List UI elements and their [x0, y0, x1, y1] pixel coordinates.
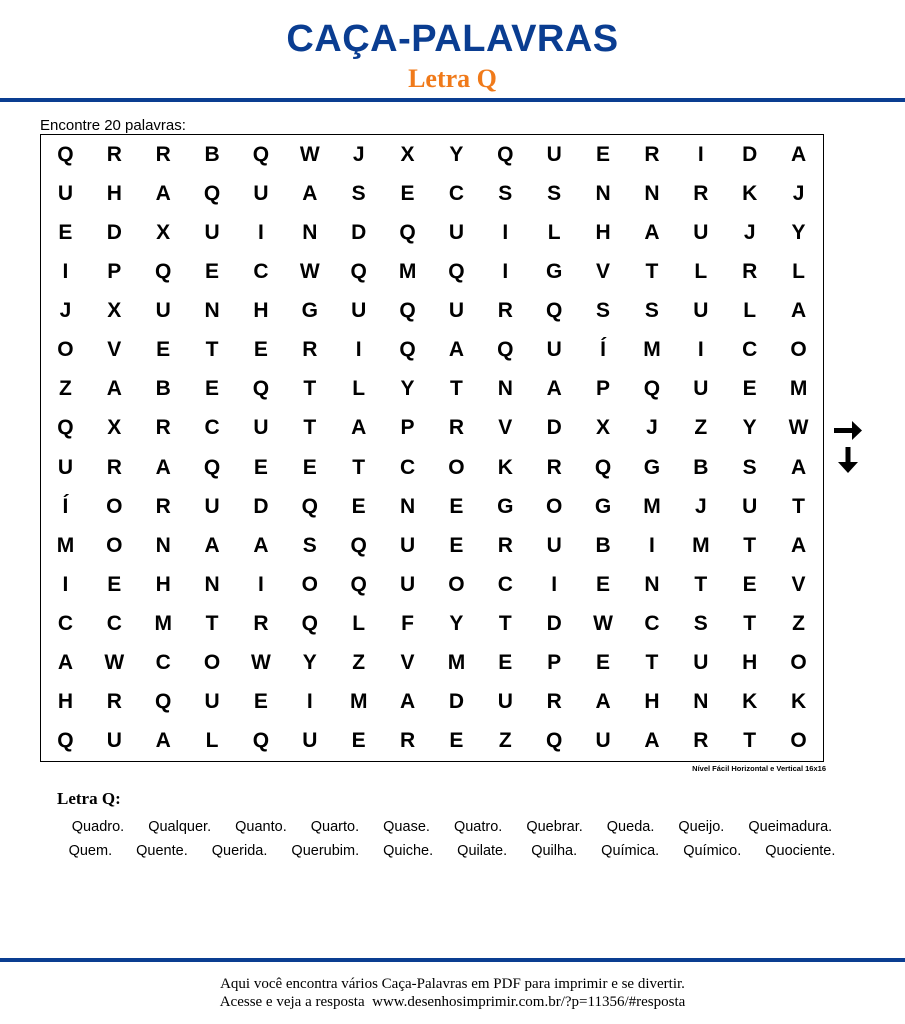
grid-cell: V	[596, 259, 611, 283]
grid-cell: T	[792, 494, 805, 518]
grid-cell: T	[450, 377, 463, 401]
grid-cell: T	[498, 612, 512, 636]
grid-cell: O	[203, 651, 221, 675]
grid-cell: Q	[252, 377, 270, 401]
grid-cell: E	[205, 259, 220, 283]
grid-cell: K	[742, 181, 758, 205]
grid-cell: I	[697, 142, 704, 166]
grid-cell: U	[106, 729, 122, 753]
grid-cell: G	[546, 259, 563, 283]
grid-cell: E	[253, 338, 268, 362]
grid-cell: A	[546, 377, 562, 401]
grid-cell: Q	[497, 338, 514, 362]
grid-cell: R	[546, 690, 562, 714]
grid-cell: I	[306, 690, 313, 714]
grid-cell: Q	[57, 142, 74, 166]
grid-cell: F	[401, 612, 414, 636]
grid-cell: Q	[203, 181, 221, 205]
grid-cell: Z	[694, 416, 708, 440]
grid-cell: X	[107, 416, 122, 440]
grid-cell: I	[62, 259, 69, 283]
grid-cell: I	[551, 572, 558, 596]
grid-cell: L	[352, 377, 366, 401]
grid-cell: S	[644, 299, 659, 323]
grid-cell: R	[106, 690, 122, 714]
grid-cell: G	[497, 494, 514, 518]
word-item: Querubim.	[291, 842, 360, 859]
grid-cell: Y	[791, 220, 806, 244]
grid-cell: C	[399, 455, 416, 479]
grid-cell: A	[155, 729, 171, 753]
grid-cell: Q	[252, 142, 270, 166]
word-item: Quebrar.	[526, 819, 583, 835]
grid-cell: Q	[57, 416, 74, 440]
word-item: Quilate.	[457, 842, 508, 859]
grid-cell: K	[790, 690, 807, 714]
grid-cell: T	[645, 259, 659, 283]
grid-cell: L	[205, 729, 219, 753]
grid-cell: D	[448, 690, 465, 714]
grid-cell: K	[742, 690, 758, 714]
grid-cell: T	[645, 651, 659, 675]
grid-cell: O	[57, 338, 74, 362]
word-item: Queijo.	[678, 819, 725, 835]
grid-cell: R	[497, 299, 513, 323]
grid-cell: U	[204, 220, 220, 244]
grid-cell: I	[649, 533, 655, 557]
grid-cell: R	[497, 533, 513, 557]
grid-cell: M	[789, 377, 808, 401]
grid-cell: R	[399, 729, 416, 753]
grid-cell: O	[546, 494, 563, 518]
grid-cell: H	[57, 690, 74, 714]
grid-cell: A	[106, 377, 122, 401]
grid-cell: U	[546, 142, 562, 166]
grid-cell: U	[448, 220, 465, 244]
grid-cell: D	[546, 416, 562, 440]
word-item: Química.	[601, 842, 660, 859]
grid-cell: O	[448, 572, 465, 596]
grid-cell: Q	[350, 533, 367, 557]
grid-cell: Q	[399, 299, 416, 323]
grid-cell: W	[299, 259, 320, 283]
grid-cell: E	[449, 729, 464, 753]
grid-cell: M	[643, 494, 661, 518]
grid-cell: R	[155, 142, 171, 166]
grid-cell: N	[693, 690, 709, 714]
grid-cell: O	[301, 572, 318, 596]
footer-line-1: Aqui você encontra vários Caça-Palavras em PDF para imprimir e se divertir.	[220, 976, 685, 992]
grid-cell: O	[106, 533, 123, 557]
grid-cell: T	[205, 338, 219, 362]
grid-cell: Y	[400, 377, 415, 401]
grid-cell: N	[595, 181, 611, 205]
grid-cell: H	[253, 299, 269, 323]
footer-line-2: Acesse e veja a resposta www.desenhosimprimir.com.br/?p=11356/#resposta	[219, 994, 686, 1010]
grid-cell: A	[790, 533, 807, 557]
grid-cell: D	[742, 142, 758, 166]
grid-cell: R	[155, 416, 171, 440]
word-item: Quem.	[68, 842, 113, 859]
grid-cell: J	[792, 181, 805, 205]
grid-cell: Y	[449, 142, 464, 166]
grid-cell: E	[58, 220, 73, 244]
grid-cell: S	[742, 455, 757, 479]
grid-cell: U	[155, 299, 171, 323]
grid-cell: R	[253, 612, 269, 636]
grid-cell: H	[644, 690, 660, 714]
grid-cell: E	[351, 494, 366, 518]
grid-cell: I	[697, 338, 704, 362]
grid-cell: L	[547, 220, 561, 244]
grid-cell: A	[790, 299, 807, 323]
grid-cell: U	[497, 690, 513, 714]
grid-cell: A	[790, 142, 807, 166]
grid-cell: I	[258, 572, 264, 596]
page-subtitle: Letra Q	[408, 64, 497, 93]
footer	[0, 975, 905, 1011]
grid-cell: U	[693, 299, 709, 323]
grid-cell: Í	[62, 494, 69, 518]
page-title: CAÇA-PALAVRAS	[286, 18, 619, 60]
grid-cell: T	[303, 377, 317, 401]
grid-cell: Q	[399, 220, 416, 244]
word-item: Quilha.	[531, 842, 578, 859]
grid-cell: Y	[742, 416, 757, 440]
grid-cell: N	[204, 299, 220, 323]
word-item: Queimadura.	[748, 819, 833, 835]
grid-cell: W	[593, 612, 613, 636]
word-search-grid	[40, 134, 824, 762]
grid-cell: S	[596, 299, 611, 323]
grid-cell: A	[351, 416, 367, 440]
grid-cell: X	[400, 142, 415, 166]
instructions: Encontre 20 palavras:	[40, 117, 186, 134]
grid-cell: Q	[448, 259, 465, 283]
grid-cell: K	[497, 455, 513, 479]
grid-cell: I	[355, 338, 362, 362]
grid-cell: D	[546, 612, 562, 636]
grid-cell: V	[791, 572, 806, 596]
grid-cell: Q	[155, 690, 172, 714]
grid-cell: P	[547, 651, 562, 675]
grid-cell: R	[693, 181, 709, 205]
grid-cell: Q	[301, 494, 318, 518]
grid-cell: R	[546, 455, 562, 479]
grid-cell: U	[204, 690, 220, 714]
grid-cell: J	[646, 416, 658, 440]
grid-cell: N	[644, 572, 660, 596]
grid-cell: Q	[497, 142, 514, 166]
grid-cell: N	[497, 377, 513, 401]
grid-cell: N	[399, 494, 416, 518]
grid-cell: R	[106, 455, 122, 479]
word-item: Quarto.	[310, 819, 360, 835]
grid-cell: C	[57, 612, 74, 636]
grid-cell: G	[301, 299, 318, 323]
grid-cell: C	[106, 612, 122, 636]
grid-cell: N	[155, 533, 171, 557]
word-item: Qualquer.	[148, 819, 212, 835]
grid-cell: W	[251, 651, 271, 675]
grid-cell: R	[448, 416, 465, 440]
grid-cell: Q	[643, 377, 661, 401]
word-item: Quiche.	[383, 842, 434, 859]
grid-cell: L	[352, 612, 366, 636]
grid-cell: J	[59, 299, 72, 323]
grid-cell: M	[349, 690, 368, 714]
grid-cell: I	[502, 220, 509, 244]
grid-cell: U	[399, 572, 416, 596]
grid-cell: A	[204, 533, 220, 557]
grid-cell: X	[107, 299, 122, 323]
grid-cell: E	[205, 377, 220, 401]
grid-cell: H	[155, 572, 171, 596]
grid-cell: A	[790, 455, 807, 479]
grid-cell: B	[204, 142, 220, 166]
grid-cell: O	[448, 455, 465, 479]
word-item: Queda.	[606, 819, 655, 835]
grid-cell: E	[596, 651, 611, 675]
grid-cell: Q	[594, 455, 612, 479]
grid-cell: E	[302, 455, 317, 479]
grid-cell: H	[595, 220, 611, 244]
grid-cell: J	[694, 494, 707, 518]
grid-cell: O	[790, 729, 807, 753]
grid-cell: Q	[155, 259, 172, 283]
grid-cell: U	[253, 181, 269, 205]
grid-cell: T	[303, 416, 317, 440]
grid-cell: A	[595, 690, 611, 714]
grid-cell: P	[107, 259, 122, 283]
grid-cell: W	[299, 142, 320, 166]
grid-cell: C	[497, 572, 513, 596]
grid-cell: E	[596, 572, 611, 596]
grid-cell: V	[498, 416, 513, 440]
grid-cell: E	[107, 572, 122, 596]
grid-cell: Q	[350, 259, 367, 283]
grid-cell: R	[106, 142, 122, 166]
grid-cell: D	[253, 494, 269, 518]
grid-cell: B	[155, 377, 171, 401]
grid-cell: E	[449, 533, 464, 557]
grid-cell: A	[155, 455, 171, 479]
grid-cell: V	[400, 651, 415, 675]
grid-cell: S	[302, 533, 317, 557]
grid-cell: A	[644, 220, 660, 244]
grid-cell: E	[351, 729, 366, 753]
grid-cell: R	[302, 338, 318, 362]
word-list	[40, 816, 864, 863]
grid-cell: C	[448, 181, 465, 205]
grid-cell: C	[644, 612, 660, 636]
grid-cell: Q	[546, 299, 563, 323]
grid-cell: U	[693, 651, 709, 675]
grid-cell: Q	[350, 572, 367, 596]
grid-cell: N	[302, 220, 318, 244]
grid-cell: U	[546, 338, 562, 362]
grid-cell: Z	[352, 651, 366, 675]
grid-cell: R	[742, 259, 758, 283]
grid-cell: G	[643, 455, 661, 479]
arrow-down-icon	[832, 444, 864, 476]
grid-cell: A	[155, 181, 171, 205]
grid-cell: E	[596, 142, 611, 166]
grid-cell: U	[302, 729, 318, 753]
grid-cell: L	[694, 259, 708, 283]
grid-cell: D	[106, 220, 122, 244]
grid-cell: N	[644, 181, 660, 205]
grid-cell: U	[693, 220, 709, 244]
grid-cell: Z	[59, 377, 72, 401]
grid-cell: Q	[546, 729, 563, 753]
grid-cell: E	[742, 572, 757, 596]
grid-cell: O	[790, 338, 807, 362]
grid-cell: U	[742, 494, 758, 518]
grid-cell: U	[204, 494, 220, 518]
grid-cell: X	[596, 416, 611, 440]
word-item: Quatro.	[453, 819, 503, 835]
grid-cell: A	[644, 729, 660, 753]
grid-cell: J	[352, 142, 365, 166]
grid-cell: A	[448, 338, 465, 362]
word-item: Quociente.	[765, 842, 836, 859]
grid-cell: U	[693, 377, 709, 401]
grid-cell: M	[643, 338, 661, 362]
grid-cell: M	[56, 533, 75, 557]
grid-cell: T	[743, 533, 757, 557]
grid-cell: B	[595, 533, 611, 557]
grid-cell: L	[792, 259, 805, 283]
grid-cell: C	[155, 651, 171, 675]
grid-cell: Q	[301, 612, 318, 636]
grid-cell: X	[156, 220, 171, 244]
grid-cell: B	[693, 455, 709, 479]
grid-cell: P	[400, 416, 415, 440]
word-item: Quase.	[383, 819, 430, 835]
grid-cell: R	[693, 729, 709, 753]
grid-cell: U	[546, 533, 562, 557]
grid-cell: I	[62, 572, 69, 596]
grid-cell: C	[204, 416, 220, 440]
grid-cell: U	[57, 181, 74, 205]
grid-cell: G	[594, 494, 612, 518]
grid-cell: M	[692, 533, 710, 557]
word-item: Quanto.	[235, 819, 287, 835]
grid-cell: Q	[203, 455, 221, 479]
grid-cell: U	[448, 299, 465, 323]
grid-cell: Q	[399, 338, 416, 362]
grid-cell: E	[400, 181, 415, 205]
grid-cell: O	[106, 494, 123, 518]
grid-cell: U	[57, 455, 74, 479]
grid-cell: E	[742, 377, 757, 401]
grid-cell: I	[502, 259, 509, 283]
grid-cell: E	[449, 494, 464, 518]
grid-cell: M	[154, 612, 172, 636]
grid-cell: U	[253, 416, 269, 440]
grid-cell: Z	[792, 612, 805, 636]
grid-cell: T	[205, 612, 219, 636]
grid-cell: P	[596, 377, 611, 401]
grid-cell: T	[694, 572, 708, 596]
grid-cell: Í	[600, 338, 606, 362]
grid-cell: T	[743, 729, 757, 753]
grid-cell: A	[302, 181, 318, 205]
grid-cell: T	[743, 612, 757, 636]
grid-cell: S	[547, 181, 562, 205]
grid-cell: U	[351, 299, 367, 323]
grid-cell: W	[104, 651, 125, 675]
grid-cell: L	[743, 299, 757, 323]
grid-cell: R	[155, 494, 171, 518]
grid-cell: U	[399, 533, 416, 557]
grid-cell: E	[253, 455, 268, 479]
grid-cell: M	[447, 651, 466, 675]
grid-cell: S	[693, 612, 708, 636]
grid-cell: E	[498, 651, 513, 675]
grid-cell: U	[595, 729, 611, 753]
word-list-title: Letra Q:	[57, 789, 121, 808]
grid-cell: A	[57, 651, 74, 675]
grid-cell: Q	[57, 729, 74, 753]
grid-cell: T	[352, 455, 366, 479]
arrow-right-icon	[832, 414, 864, 446]
grid-cell: V	[107, 338, 122, 362]
grid-cell: Q	[252, 729, 270, 753]
grid-cell: R	[644, 142, 660, 166]
top-divider	[0, 98, 905, 102]
grid-cell: Y	[449, 612, 464, 636]
grid-cell: H	[106, 181, 122, 205]
grid-cell: S	[498, 181, 513, 205]
word-item: Querida.	[211, 842, 268, 859]
grid-cell: D	[351, 220, 367, 244]
grid-cell: C	[742, 338, 758, 362]
grid-cell: W	[788, 416, 809, 440]
grid-cell: E	[156, 338, 171, 362]
grid-cell: J	[743, 220, 756, 244]
word-item: Quente.	[136, 842, 188, 859]
grid-cell: A	[253, 533, 269, 557]
word-item: Quadro.	[71, 819, 125, 835]
word-item: Químico.	[683, 842, 742, 859]
grid-cell: M	[398, 259, 417, 283]
bottom-divider	[0, 958, 905, 962]
level-note: Nível Fácil Horizontal e Vertical 16x16	[692, 764, 826, 773]
grid-cell: Y	[302, 651, 317, 675]
grid-cell: N	[204, 572, 220, 596]
letter-grid	[41, 135, 823, 761]
grid-cell: H	[742, 651, 758, 675]
grid-cell: S	[351, 181, 366, 205]
grid-cell: C	[253, 259, 269, 283]
grid-cell: E	[253, 690, 268, 714]
grid-cell: Z	[498, 729, 512, 753]
grid-cell: O	[790, 651, 807, 675]
grid-cell: I	[258, 220, 264, 244]
grid-cell: A	[399, 690, 416, 714]
